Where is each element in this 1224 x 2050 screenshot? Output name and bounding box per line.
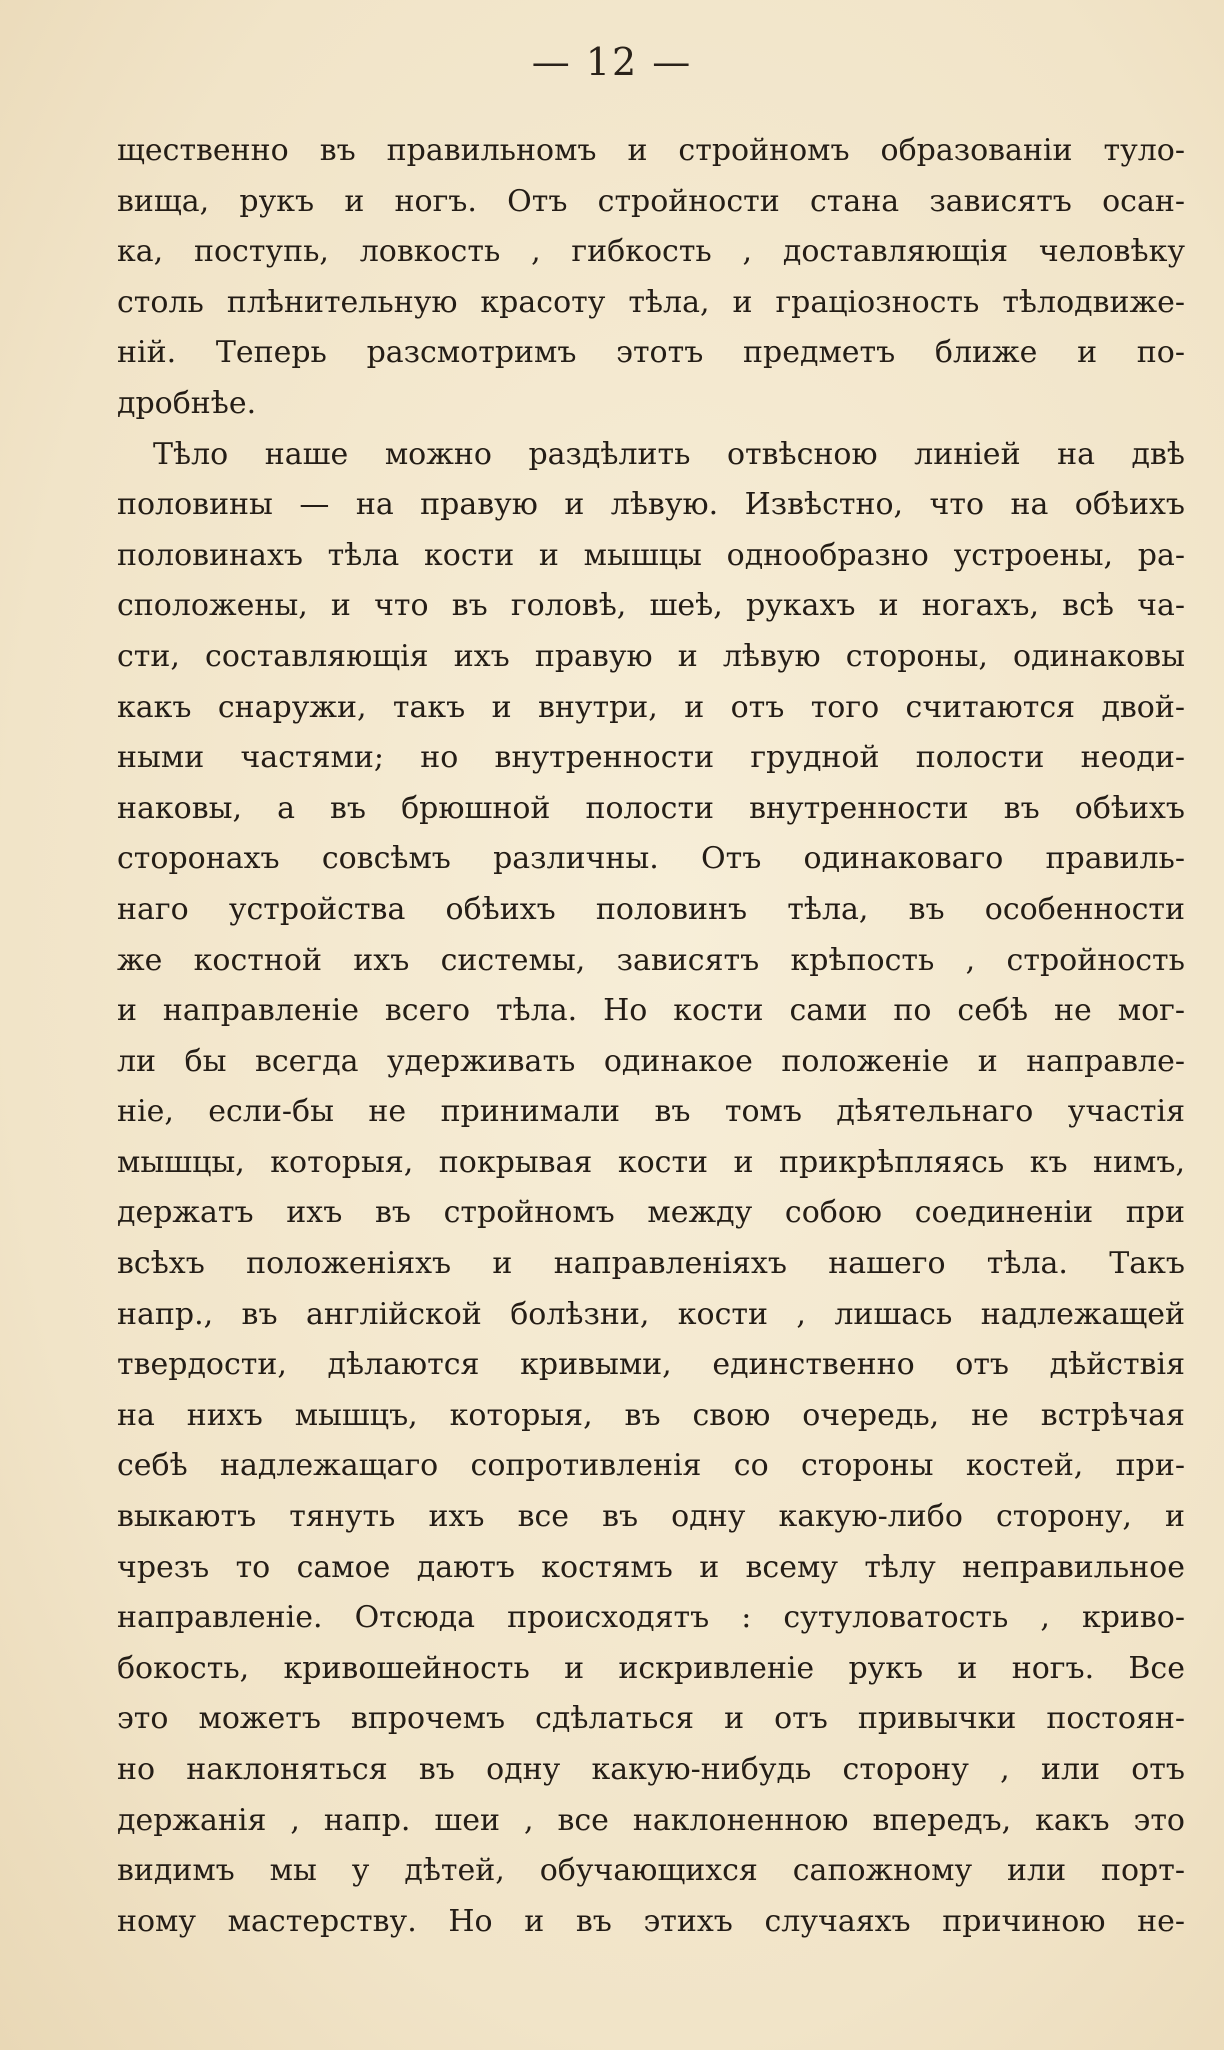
text-line: наковы, а въ брюшной полости внутренности въ обѣихъ: [117, 790, 1185, 826]
text-line: ному мастерству. Но и въ этихъ случаяхъ причиною не-: [117, 1903, 1185, 1939]
text-line: сположены, и что въ головѣ, шеѣ, рукахъ и ногахъ, всѣ ча-: [117, 588, 1185, 624]
text-line: чрезъ то самое даютъ костямъ и всему тѣлу неправильное: [117, 1549, 1185, 1585]
text-line: напр., въ англійской болѣзни, кости , лишась надлежащей: [117, 1296, 1185, 1332]
text-line: сти, составляющія ихъ правую и лѣвую стороны, одинаковы: [117, 638, 1185, 674]
text-line: держатъ ихъ въ стройномъ между собою соединеніи при: [117, 1195, 1185, 1231]
page-number: — 12 —: [531, 40, 693, 84]
text-line: мышцы, которыя, покрывая кости и прикрѣпляясь къ нимъ,: [117, 1144, 1185, 1180]
text-line: ка, поступь, ловкость , гибкость , доставляющія человѣку: [117, 234, 1185, 270]
body-text: [117, 126, 1185, 1947]
text-line: наго устройства обѣихъ половинъ тѣла, въ особенности: [117, 891, 1185, 927]
text-line: направленіе. Отсюда происходятъ : сутуловатость , криво-: [117, 1600, 1185, 1636]
text-line: же костной ихъ системы, зависятъ крѣпость , стройность: [117, 942, 1185, 978]
text-line: это можетъ впрочемъ сдѣлаться и отъ привычки постоян-: [117, 1701, 1185, 1737]
text-line: ній. Теперь разсмотримъ этотъ предметъ ближе и по-: [117, 335, 1185, 371]
text-line: столь плѣнительную красоту тѣла, и граціозность тѣлодвиже-: [117, 284, 1185, 320]
text-line: ными частями; но внутренности грудной полости неоди-: [117, 740, 1185, 776]
text-line: щественно въ правильномъ и стройномъ образованіи туло-: [117, 133, 1185, 168]
text-line: Тѣло наше можно раздѣлить отвѣсною линіей на двѣ: [153, 436, 1185, 472]
text-line: и направленіе всего тѣла. Но кости сами по себѣ не мог-: [117, 993, 1185, 1029]
text-line: всѣхъ положеніяхъ и направленіяхъ нашего тѣла. Такъ: [117, 1246, 1185, 1282]
text-line: себѣ надлежащаго сопротивленія со стороны костей, при-: [117, 1448, 1185, 1484]
text-line: выкаютъ тянуть ихъ все въ одну какую-либо сторону, и: [117, 1499, 1185, 1535]
text-line: на нихъ мышцъ, которыя, въ свою очередь, не встрѣчая: [117, 1397, 1185, 1433]
text-line: вища, рукъ и ногъ. Отъ стройности стана зависятъ осан-: [117, 183, 1185, 219]
text-line: ніе, если-бы не принимали въ томъ дѣятельнаго участія: [117, 1094, 1185, 1130]
text-line: держанія , напр. шеи , все наклоненною впередъ, какъ это: [117, 1802, 1185, 1838]
text-line: половинахъ тѣла кости и мышцы однообразно устроены, ра-: [117, 537, 1185, 573]
text-line: но наклоняться въ одну какую-нибудь сторону , или отъ: [117, 1752, 1185, 1787]
text-line: видимъ мы у дѣтей, обучающихся сапожному или порт-: [117, 1853, 1185, 1889]
text-line: сторонахъ совсѣмъ различны. Отъ одинаковаго правиль-: [117, 841, 1185, 877]
text-line: какъ снаружи, такъ и внутри, и отъ того считаются двой-: [117, 689, 1185, 725]
text-line: дробнѣе.: [117, 385, 257, 421]
text-line: ли бы всегда удерживать одинакое положеніе и направле-: [117, 1043, 1185, 1079]
text-line: половины — на правую и лѣвую. Извѣстно, что на обѣихъ: [117, 487, 1185, 523]
text-line: твердости, дѣлаются кривыми, единственно отъ дѣйствія: [117, 1347, 1185, 1383]
text-line: бокость, кривошейность и искривленіе рукъ и ногъ. Все: [117, 1650, 1185, 1686]
